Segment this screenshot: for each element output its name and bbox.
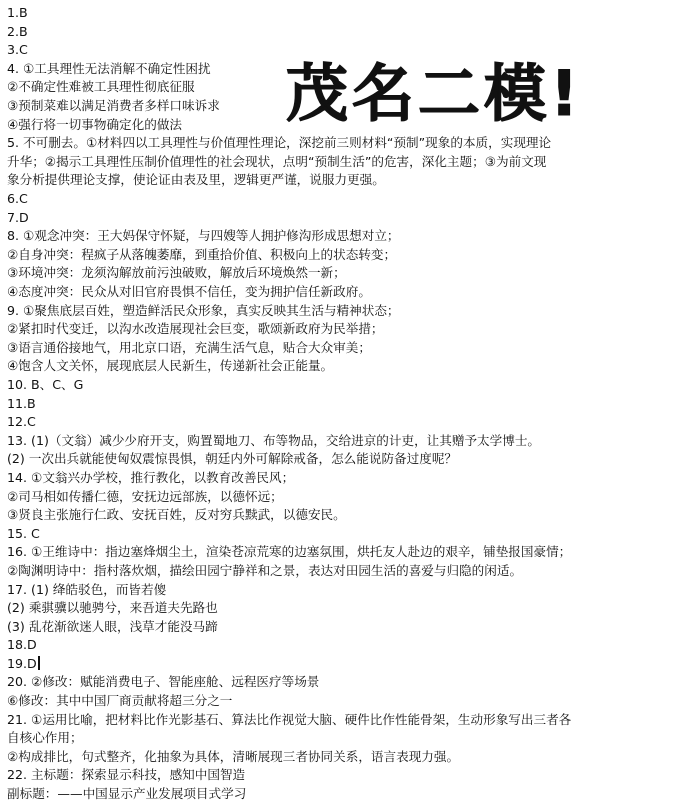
- answer-line-16: ④态度冲突：民众从对旧官府畏惧不信任，变为拥护信任新政府。: [7, 283, 371, 299]
- answer-line-33: (2) 乘骐骥以驰骋兮，来吾道夫先路也: [7, 600, 218, 615]
- answer-line-34: (3) 乱花渐欲迷人眼，浅草才能没马蹄: [7, 618, 218, 634]
- answer-line-36-text: 19.D: [7, 655, 37, 671]
- answer-line-4: 4. ①工具理性无法消解不确定性困扰: [7, 60, 211, 76]
- answer-line-32: 17. (1) 绛皓驳色，而皆若傻: [7, 581, 167, 597]
- answer-line-40: 自核心作用；: [7, 730, 83, 746]
- answer-line-39: 21. ①运用比喻，把材料比作光影基石、算法比作视觉大脑、硬件比作性能骨架，生动形象写出三者各: [7, 711, 572, 727]
- answer-line-22: 11.B: [7, 395, 36, 411]
- answer-line-42: 22. 主标题：探索显示科技，感知中国智造: [7, 767, 246, 783]
- answer-line-6: ③预制菜难以满足消费者多样口味诉求: [7, 98, 220, 113]
- answer-line-38: ⑥修改：其中中国厂商贡献将超三分之一: [7, 693, 233, 708]
- answer-line-37: 20. ②修改：赋能消费电子、智能座舱、远程医疗等场景: [7, 674, 320, 690]
- answer-line-43: 副标题：——中国显示产业发展项目式学习: [7, 786, 247, 801]
- answer-line-17: 9. ①聚焦底层百姓，塑造鲜活民众形象，真实反映其生活与精神状态；: [7, 302, 400, 318]
- text-cursor: [38, 656, 40, 670]
- answer-line-28: ③贤良主张施行仁政、安抚百姓，反对穷兵黩武，以德安民。: [7, 507, 346, 523]
- answer-line-35: 18.D: [7, 637, 37, 653]
- answer-line-31: ②陶渊明诗中：指村落炊烟，描绘田园宁静祥和之景，表达对田园生活的喜爱与归隐的闲适。: [7, 562, 523, 578]
- answer-line-1: 1.B: [7, 5, 28, 20]
- answer-line-13: 8. ①观念冲突：王大妈保守怀疑，与四嫂等人拥护修沟形成思想对立；: [7, 228, 400, 244]
- answer-line-24: 13. (1)（文翁）减少少府开支，购置蜀地刀、布等物品，交给进京的计吏，让其赠予太学博士。: [7, 432, 541, 448]
- answer-line-23: 12.C: [7, 414, 36, 430]
- answer-line-36: [7, 656, 40, 672]
- answer-line-29: 15. C: [7, 525, 40, 541]
- answer-line-41: ②构成排比，句式整齐，化抽象为具体，清晰展现三者协同关系，语言表现力强。: [7, 748, 460, 764]
- watermark-fade: [459, 737, 689, 807]
- answer-line-12: 7.D: [7, 209, 29, 225]
- answer-line-21: 10. B、C、G: [7, 376, 84, 392]
- answer-line-10: 象分析提供理论支撑，使论证由表及里，逻辑更严谨，说服力更强。: [7, 172, 385, 188]
- answer-line-20: ④饱含人文关怀，展现底层人民新生，传递新社会正能量。: [7, 358, 334, 374]
- answer-line-14: ②自身冲突：程疯子从落魄萎靡，到重拾价值、积极向上的状态转变；: [7, 246, 397, 262]
- exam-title-stamp: 茂名二模!: [286, 57, 583, 130]
- answer-line-27: ②司马相如传播仁德，安抚边远部族，以德怀远；: [7, 488, 283, 504]
- answer-line-15: ③环境冲突：龙须沟解放前污浊破败，解放后环境焕然一新；: [7, 265, 346, 281]
- answer-line-18: ②紧扣时代变迁，以沟水改造展现社会巨变，歌颂新政府为民举措；: [7, 321, 384, 337]
- answer-line-19: ③语言通俗接地气，用北京口语，充满生活气息，贴合大众审美；: [7, 339, 371, 355]
- answer-line-9: 升华；②揭示工具理性压制价值理性的社会现状，点明“预制生活”的危害，深化主题；③为前文现: [7, 153, 547, 169]
- answer-line-7: ④强行将一切事物确定化的做法: [7, 116, 183, 132]
- answer-line-30: 16. ①王维诗中：指边塞烽烟尘土，渲染苍凉荒寒的边塞氛围，烘托友人赴边的艰辛，铺垫报国豪情；: [7, 544, 572, 560]
- answer-line-11: 6.C: [7, 191, 28, 206]
- answer-line-8: 5. 不可删去。①材料四以工具理性与价值理性理论，深挖前三则材料“预制”现象的本质，实现理论: [7, 135, 552, 151]
- answer-line-5: ②不确定性难被工具理性彻底征服: [7, 79, 195, 95]
- answer-line-25: (2) 一次出兵就能使匈奴震惊畏惧，朝廷内外可解除戒备，怎么能说防备过度呢？: [7, 451, 458, 467]
- answer-line-2: 2.B: [7, 23, 28, 39]
- answer-line-26: 14. ①文翁兴办学校，推行教化，以教育改善民风；: [7, 469, 295, 485]
- answer-line-3: 3.C: [7, 42, 28, 58]
